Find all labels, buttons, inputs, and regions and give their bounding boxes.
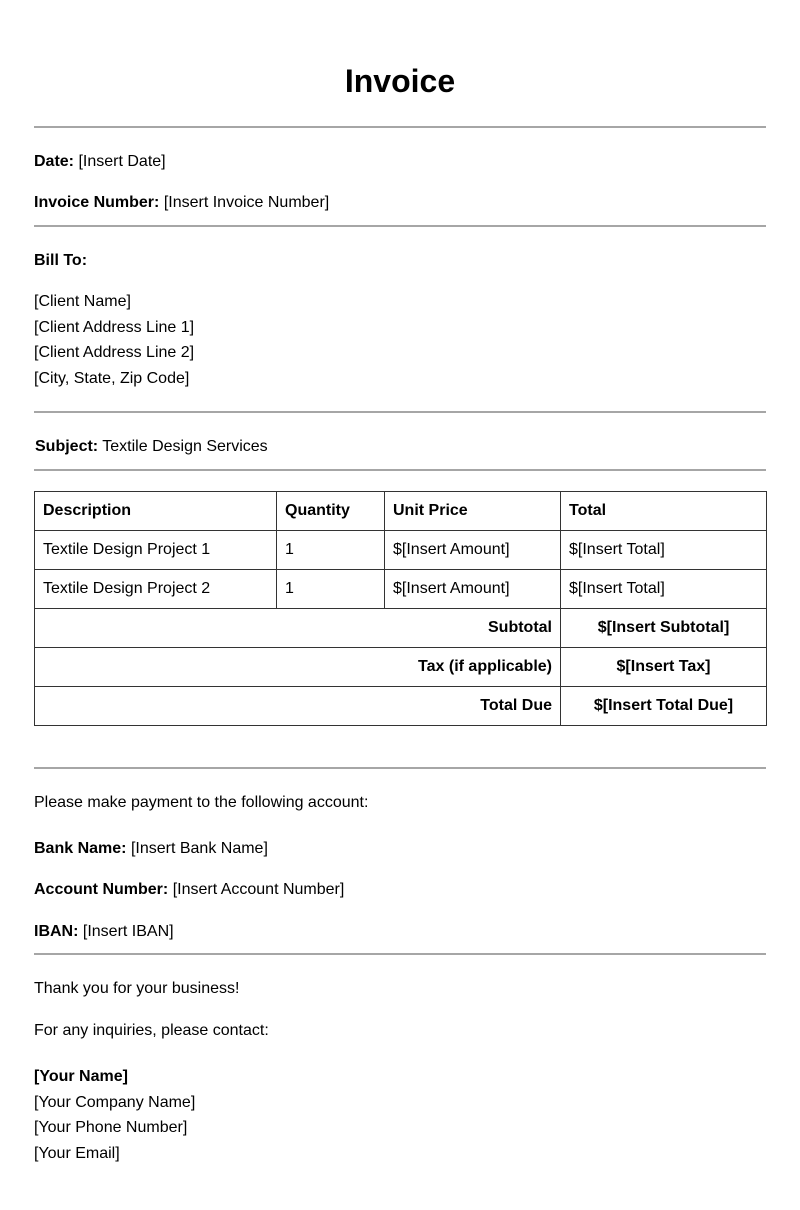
tax-label: Tax (if applicable) xyxy=(35,648,561,687)
payment-intro: Please make payment to the following account: xyxy=(34,794,369,811)
cell-quantity: 1 xyxy=(277,531,385,570)
client-address-line-2: [Client Address Line 2] xyxy=(34,344,195,361)
client-address-line-1: [Client Address Line 1] xyxy=(34,318,195,336)
cell-description: Textile Design Project 1 xyxy=(35,531,277,570)
cell-total: $[Insert Total] xyxy=(561,531,767,570)
divider xyxy=(34,225,766,227)
subject-value: Textile Design Services xyxy=(102,438,268,455)
header-quantity: Quantity xyxy=(277,492,385,531)
bank-name-line xyxy=(34,839,268,859)
subtotal-row xyxy=(35,609,767,648)
bill-to-label: Bill To: xyxy=(34,252,88,269)
subtotal-value: $[Insert Subtotal] xyxy=(561,609,767,648)
contact-block xyxy=(34,1064,195,1166)
subject-line xyxy=(35,437,268,457)
tax-row xyxy=(35,648,767,687)
divider xyxy=(34,469,766,471)
bank-name-value: [Insert Bank Name] xyxy=(130,840,268,857)
header-description: Description xyxy=(35,492,277,531)
client-city-state-zip: [City, State, Zip Code] xyxy=(34,369,190,387)
iban-label: IBAN: xyxy=(34,923,79,940)
divider xyxy=(34,411,766,413)
account-number-value: [Insert Account Number] xyxy=(172,881,345,898)
thank-you-text: Thank you for your business! xyxy=(34,980,240,997)
invoice-number-line xyxy=(34,193,329,213)
cell-description: Textile Design Project 2 xyxy=(35,570,277,609)
bank-name-label: Bank Name: xyxy=(34,840,127,857)
tax-value: $[Insert Tax] xyxy=(561,648,767,687)
date-label: Date: xyxy=(34,153,75,170)
iban-line xyxy=(34,922,174,942)
table-row xyxy=(35,570,767,609)
iban-value: [Insert IBAN] xyxy=(82,923,174,940)
cell-unit-price: $[Insert Amount] xyxy=(385,570,561,609)
inquiries-text: For any inquiries, please contact: xyxy=(34,1022,269,1039)
header-total: Total xyxy=(561,492,767,531)
subject-label: Subject: xyxy=(35,438,99,455)
client-name: [Client Name] xyxy=(34,293,131,310)
items-table xyxy=(34,491,767,726)
cell-total: $[Insert Total] xyxy=(561,570,767,609)
bill-to-address xyxy=(34,289,194,391)
contact-phone: [Your Phone Number] xyxy=(34,1119,188,1136)
date-value: [Insert Date] xyxy=(78,153,166,170)
total-due-label: Total Due xyxy=(35,687,561,726)
total-due-row xyxy=(35,687,767,726)
contact-name: [Your Name] xyxy=(34,1068,128,1085)
invoice-number-label: Invoice Number: xyxy=(34,194,160,211)
account-number-line xyxy=(34,880,344,900)
divider xyxy=(34,767,766,769)
cell-quantity: 1 xyxy=(277,570,385,609)
contact-company: [Your Company Name] xyxy=(34,1093,196,1111)
date-line xyxy=(34,152,166,172)
invoice-number-value: [Insert Invoice Number] xyxy=(163,194,330,211)
account-number-label: Account Number: xyxy=(34,881,169,898)
total-due-value: $[Insert Total Due] xyxy=(561,687,767,726)
table-header-row xyxy=(35,492,767,531)
contact-email: [Your Email] xyxy=(34,1144,120,1162)
divider xyxy=(34,126,766,128)
header-unit-price: Unit Price xyxy=(385,492,561,531)
divider xyxy=(34,953,766,955)
cell-unit-price: $[Insert Amount] xyxy=(385,531,561,570)
subtotal-label: Subtotal xyxy=(35,609,561,648)
table-row xyxy=(35,531,767,570)
page-title: Invoice xyxy=(344,63,456,99)
